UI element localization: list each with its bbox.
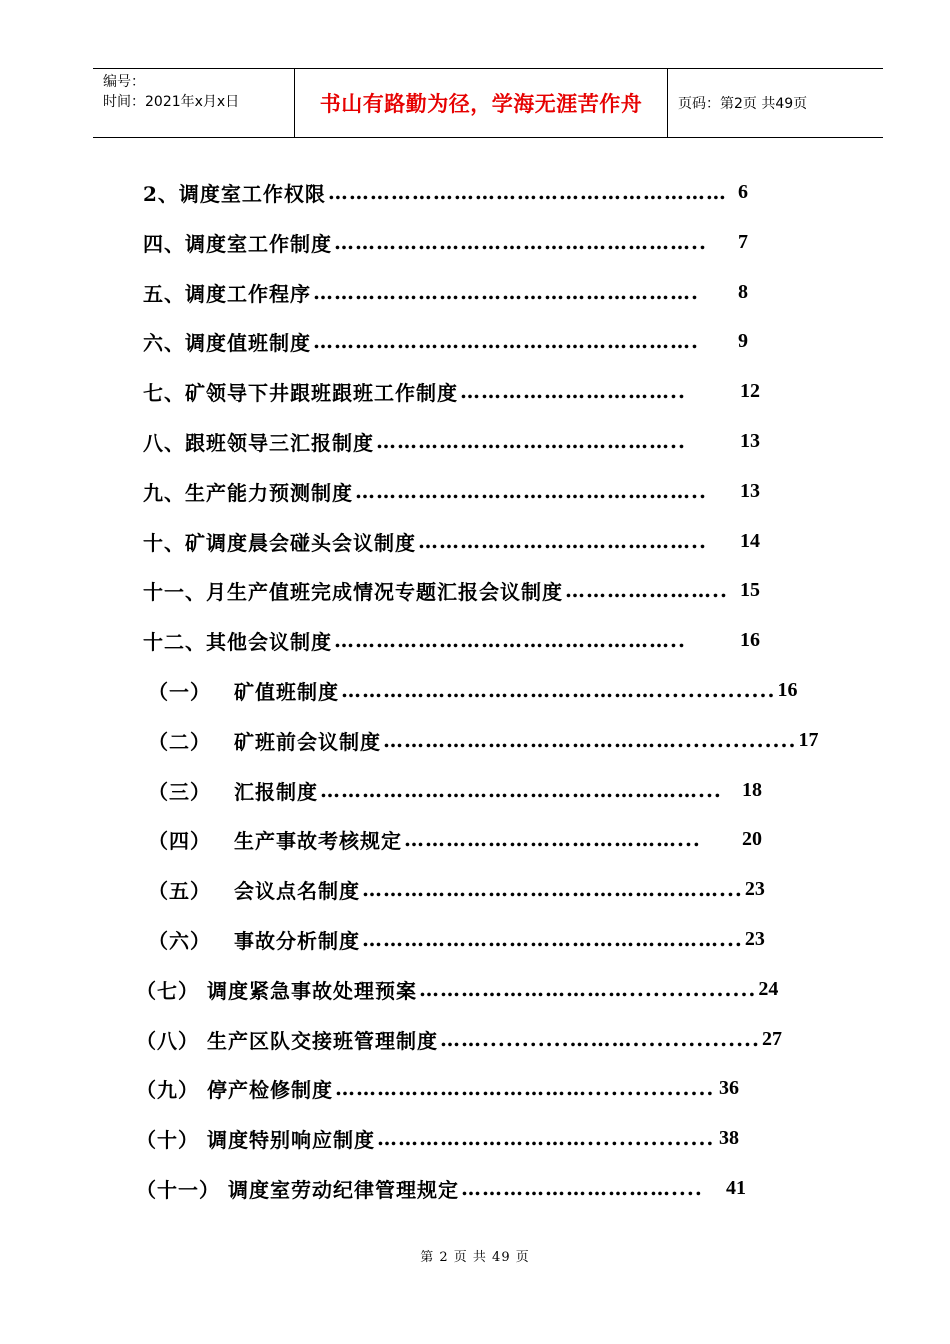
toc-dot-leader: …………………………………... [404, 827, 701, 851]
toc-dot-leader: …………………………………….. [376, 429, 686, 453]
toc-entry-title: （十一） 调度室劳动纪律管理规定 [136, 1177, 459, 1202]
toc-page-number: 8 [738, 280, 748, 303]
toc-dot-leader: ……...........………................ [439, 1027, 760, 1051]
toc-dot-leader: ………………………………................ [334, 1076, 715, 1100]
toc-entry[interactable] [148, 725, 819, 755]
toc-page-number: 18 [742, 778, 762, 801]
toc-dot-leader: ………………………………………….. [355, 479, 707, 503]
toc-entry-title: （十） 调度特别响应制度 [136, 1127, 375, 1152]
toc-page-number: 15 [740, 578, 760, 601]
toc-entry-number: （二） [148, 729, 211, 754]
toc-page-number: 24 [758, 977, 779, 1000]
toc-entry-number: （五） [148, 878, 211, 903]
toc-dot-leader: ………………………………………….. [334, 628, 686, 652]
toc-entry[interactable] [143, 526, 760, 556]
toc-entry-title: 十、矿调度晨会碰头会议制度 [143, 530, 416, 555]
toc-entry[interactable] [136, 1024, 782, 1054]
toc-entry[interactable] [143, 376, 760, 406]
toc-entry-title: 四、调度室工作制度 [143, 231, 332, 256]
toc-entry[interactable] [136, 1173, 746, 1203]
toc-page-number: 41 [726, 1176, 746, 1199]
header-meta [93, 69, 295, 137]
toc-entry[interactable] [136, 1123, 739, 1153]
toc-page-number: 38 [719, 1126, 739, 1149]
toc-entry-title: （九） 停产检修制度 [136, 1077, 333, 1102]
toc-page-number: 16 [740, 628, 760, 651]
toc-dot-leader: ………………………………………………. [313, 280, 699, 304]
toc-dot-leader: …………………………................ [418, 977, 757, 1001]
toc-entry[interactable] [143, 227, 748, 257]
toc-entry-title: 会议点名制度 [234, 878, 360, 903]
toc-entry[interactable] [143, 426, 760, 456]
toc-dot-leader: ………………………………………………... [320, 778, 722, 802]
toc-page-number: 13 [740, 429, 760, 452]
toc-entry-title: （八） 生产区队交接班管理制度 [136, 1028, 438, 1053]
toc-dot-leader: ……………………………………............... [383, 728, 797, 752]
toc-entry-title: 九、生产能力预测制度 [143, 480, 353, 505]
toc-page-number: 17 [798, 728, 819, 751]
toc-dot-leader: ………………………….... [460, 1176, 703, 1200]
header-page-info: 页码：第2页 共49页 [678, 96, 808, 112]
toc-entry-number: （六） [148, 928, 211, 953]
toc-page-number: 20 [742, 827, 762, 850]
toc-dot-leader: …………………………................ [376, 1126, 715, 1150]
toc-entry[interactable] [143, 625, 760, 655]
toc-entry-title: 六、调度值班制度 [143, 330, 311, 355]
toc-page-number: 13 [740, 479, 760, 502]
toc-entry-title: 汇报制度 [234, 779, 318, 804]
toc-page-number: 23 [744, 877, 765, 900]
header-motto-cell [295, 69, 668, 137]
toc-entry[interactable] [143, 277, 748, 307]
toc-dot-leader: ………………………………………............... [341, 678, 776, 702]
toc-page-number: 9 [738, 329, 748, 352]
page-header [93, 68, 883, 138]
toc-entry-title: 2、调度室工作权限 [143, 181, 326, 206]
toc-entry-title: 矿班前会议制度 [234, 729, 381, 754]
toc-page-number: 16 [777, 678, 798, 701]
toc-page-number: 7 [738, 230, 748, 253]
toc-entry[interactable] [148, 775, 762, 805]
toc-dot-leader: ………………….. [565, 578, 728, 602]
toc-dot-leader: ……………………………………………... [362, 877, 743, 901]
toc-dot-leader: ………………………………………………. [313, 329, 699, 353]
document-time: 时间：2021年x月x日 [103, 94, 240, 110]
toc-dot-leader: ……………………………………………... [362, 927, 743, 951]
toc-entry-title: 十二、其他会议制度 [143, 629, 332, 654]
toc-entry[interactable] [136, 974, 779, 1004]
toc-entry[interactable] [136, 1073, 739, 1103]
toc-entry[interactable] [143, 476, 760, 506]
toc-entry-title: 七、矿领导下井跟班跟班工作制度 [143, 380, 458, 405]
toc-entry-title: 生产事故考核规定 [234, 828, 402, 853]
toc-page-number: 27 [761, 1027, 782, 1050]
toc-entry-number: （三） [148, 779, 211, 804]
toc-dot-leader: ………………………….. [460, 379, 686, 403]
toc-entry[interactable] [148, 874, 765, 904]
toc-entry-number: （四） [148, 828, 211, 853]
page-footer: 第 2 页 共 49 页 [420, 1250, 530, 1265]
document-number-label: 编号： [103, 74, 145, 90]
toc-entry-title: （七） 调度紧急事故处理预案 [136, 978, 417, 1003]
toc-dot-leader: ………………………………….. [418, 529, 707, 553]
toc-page-number: 23 [744, 927, 765, 950]
toc-page-number: 36 [719, 1076, 739, 1099]
toc-entry[interactable] [143, 177, 748, 207]
toc-entry[interactable] [148, 824, 762, 854]
header-motto: 书山有路勤为径，学海无涯苦作舟 [319, 92, 643, 116]
toc-entry[interactable] [148, 675, 798, 705]
toc-entry-title: 五、调度工作程序 [143, 281, 311, 306]
toc-entry-number: （一） [148, 679, 211, 704]
toc-dot-leader: ………………………………………………… [327, 180, 727, 204]
toc-entry-title: 矿值班制度 [234, 679, 339, 704]
toc-entry-title: 十一、月生产值班完成情况专题汇报会议制度 [143, 579, 563, 604]
toc-entry-title: 八、跟班领导三汇报制度 [143, 430, 374, 455]
toc-page-number: 12 [740, 379, 760, 402]
toc-entry-title: 事故分析制度 [234, 928, 360, 953]
toc-entry[interactable] [143, 326, 748, 356]
toc-entry[interactable] [143, 575, 760, 605]
toc-page-number: 14 [740, 529, 760, 552]
toc-entry[interactable] [148, 924, 765, 954]
toc-page-number: 6 [738, 180, 748, 203]
toc-dot-leader: …………………………………………….. [334, 230, 707, 254]
